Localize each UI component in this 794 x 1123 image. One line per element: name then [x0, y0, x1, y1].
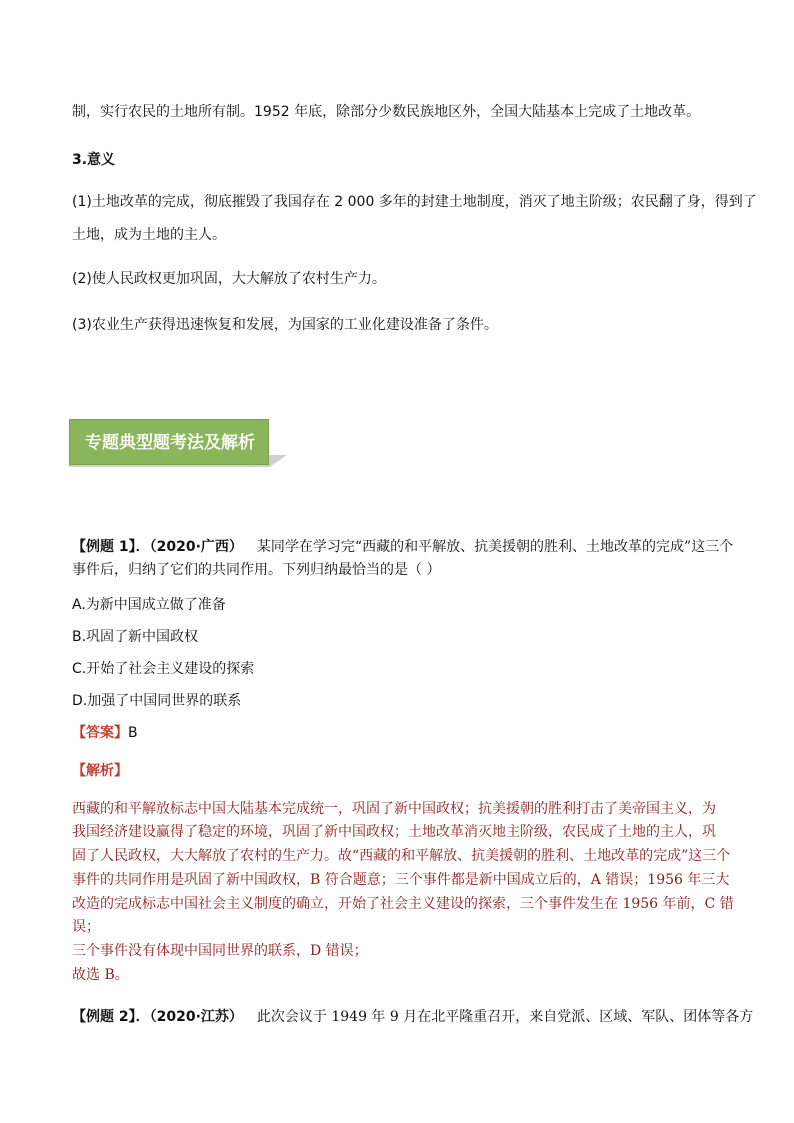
- example-2-stem-line-1: [72, 1008, 753, 1026]
- significance-point-1-line-2: 土地，成为土地的主人。: [72, 227, 226, 243]
- significance-point-2: (2)使人民政权更加巩固，大大解放了农村生产力。: [72, 271, 386, 287]
- answer-value: B: [128, 725, 138, 741]
- analysis-line-3: 固了人民政权，大大解放了农村的生产力。故“西藏的和平解放、抗美援朝的胜利、土地改革的完成”这三个: [72, 848, 731, 864]
- analysis-label: 【解析】: [72, 763, 128, 779]
- option-d: D.加强了中国同世界的联系: [72, 693, 242, 709]
- answer-label: 【答案】: [72, 725, 128, 741]
- section-banner: [69, 419, 269, 465]
- analysis-line-6: 误；: [72, 919, 100, 935]
- significance-point-1-line-1: (1)土地改革的完成，彻底摧毁了我国存在 2 000 多年的封建土地制度，消灭了地主阶级；农民翻了身，得到了: [72, 194, 757, 210]
- analysis-line-1: 西藏的和平解放标志中国大陆基本完成统一，巩固了新中国政权；抗美援朝的胜利打击了美帝国主义，为: [72, 801, 716, 817]
- example-1-stem-line-1: [72, 538, 733, 556]
- significance-point-3: (3)农业生产获得迅速恢复和发展，为国家的工业化建设准备了条件。: [72, 317, 498, 333]
- example-1-stem-text: 某同学在学习完“西藏的和平解放、抗美援朝的胜利、土地改革的完成”这三个: [256, 539, 734, 555]
- analysis-line-2: 我国经济建设赢得了稳定的环境，巩固了新中国政权；土地改革消灭地主阶级，农民成了土地的主人，巩: [72, 824, 716, 840]
- example-1-stem-line-2: 事件后，归纳了它们的共同作用。下列归纳最恰当的是（ ）: [72, 562, 441, 578]
- paragraph-land-ownership: 制，实行农民的土地所有制。1952 年底，除部分少数民族地区外，全国大陆基本上完成了土地改革。: [72, 104, 701, 120]
- option-c: C.开始了社会主义建设的探索: [72, 661, 255, 677]
- analysis-line-4: 事件的共同作用是巩固了新中国政权，B 符合题意；三个事件都是新中国成立后的，A 错误；1956 年三大: [72, 872, 730, 888]
- analysis-line-7: 三个事件没有体现中国同世界的联系，D 错误；: [72, 943, 368, 959]
- example-1-tag: 【例题 1】．（2020·广西）: [72, 539, 243, 555]
- example-2-tag: 【例题 2】．（2020·江苏）: [72, 1009, 243, 1025]
- banner-title: 专题典型题考法及解析: [85, 433, 255, 453]
- answer-line: [72, 724, 138, 742]
- example-2-stem-text: 此次会议于 1949 年 9 月在北平隆重召开，来自党派、区域、军队、团体等各方: [256, 1009, 754, 1025]
- analysis-line-5: 改造的完成标志中国社会主义制度的确立，开始了社会主义建设的探索，三个事件发生在 1956 年前，C 错: [72, 896, 734, 912]
- option-b: B.巩固了新中国政权: [72, 629, 199, 645]
- section-heading-significance: 3.意义: [72, 152, 116, 168]
- option-a: A.为新中国成立做了准备: [72, 597, 226, 613]
- analysis-line-8: 故选 B。: [72, 967, 129, 983]
